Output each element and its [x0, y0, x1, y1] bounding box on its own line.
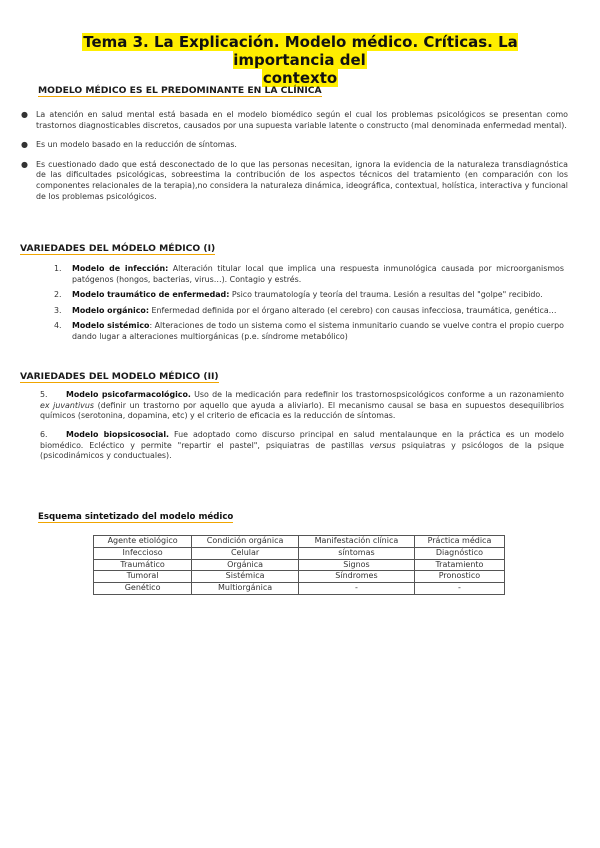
- table-cell: Tumoral: [94, 571, 192, 583]
- modelo-biopsicosocial-paragraph: 6. Modelo biopsicosocial. Fue adoptado como discurso principal en salud mentalaunque en la práctica es un modelo biomédico. Ecléctico y permite "repartir el pastel", psiquiatras de pastillas versus psiquiatras y psicólogos de la psique (psicodinámicos y conductuales).: [40, 430, 564, 461]
- column-header: Práctica médica: [414, 536, 504, 548]
- column-header: Condición orgánica: [192, 536, 299, 548]
- variedades-1-list: [54, 264, 564, 343]
- bullet-icon: ●: [21, 110, 28, 119]
- scheme-table: [93, 535, 505, 595]
- table-cell: Pronostico: [414, 571, 504, 583]
- table-row: [94, 583, 505, 595]
- table-row: [94, 559, 505, 571]
- predominante-bullet-list: [20, 110, 568, 202]
- list-item: ● La atención en salud mental está basada en el modelo biomédico según el cual los problemas psicológicos se presentan como trastornos diagnosticables discretos, causados por una supuesta variable latente o constructo (mal denominada enfermedad mental).: [21, 110, 568, 130]
- bullet-icon: ●: [21, 140, 28, 150]
- title-line-1: Tema 3. La Explicación. Modelo médico. Críticas. La importancia del: [83, 33, 518, 69]
- section-heading-variedades-1: VARIEDADES DEL MÓDELO MÉDICO (I): [20, 243, 216, 254]
- column-header: Manifestación clínica: [298, 536, 414, 548]
- table-cell: Multiorgánica: [192, 583, 299, 595]
- table-cell: Sistémica: [192, 571, 299, 583]
- list-item: ● Es cuestionado dado que está desconectado de lo que las personas necesitan, ignora la evidencia de la naturaleza transdiagnóstica de las dificultades psicológicas, sobreestima la contribución de los aspectos técnicos del tratamiento (en comparación con los componentes relacionales de la terapia),no considera la naturaleza dinámica, ideográfica, contextual, holística, interactiva y funcional de los problemas psicológicos.: [21, 159, 568, 201]
- table-cell: Tratamiento: [414, 559, 504, 571]
- table-cell: Traumático: [94, 559, 192, 571]
- table-header-row: [94, 536, 505, 548]
- bullet-icon: ●: [21, 159, 28, 169]
- table-cell: Orgánica: [192, 559, 299, 571]
- table-cell: Signos: [298, 559, 414, 571]
- scheme-heading: Esquema sintetizado del modelo médico: [38, 512, 234, 522]
- table-cell: -: [414, 583, 504, 595]
- list-item: 3. Modelo orgánico: Enfermedad definida por el órgano alterado (el cerebro) con causas infecciosa, traumática, genética…: [54, 305, 557, 315]
- list-item: ● Es un modelo basado en la reducción de síntomas.: [21, 140, 237, 150]
- table-cell: Genético: [94, 583, 192, 595]
- modelo-psicofarmacologico-paragraph: 5. Modelo psicofarmacológico. Uso de la medicación para redefinir los trastornospsicológicos conforme a un razonamiento ex juvantivus (definir un trastorno por aquello que ayuda a aliviarlo). El mecanismo causal se basa en supuestos desequilibrios químicos (serotonina, dopamina, etc) y el criterio de eficacia es la reducción de síntomas.: [40, 390, 564, 421]
- section-heading-variedades-2: VARIEDADES DEL MODELO MÉDICO (II): [20, 371, 219, 382]
- list-item: 1. Modelo de infección: Alteración titular local que implica una respuesta inmunológica causada por microorganismos patógenos (hongos, bacterias, virus…). Contagio y estrés.: [54, 264, 564, 284]
- section-heading-predominante: MODELO MÉDICO ES EL PREDOMINANTE EN LA CLÍNICA: [38, 85, 322, 96]
- table-cell: Diagnóstico: [414, 547, 504, 559]
- table-cell: Síndromes: [298, 571, 414, 583]
- column-header: Agente etiológico: [94, 536, 192, 548]
- list-item: 4. Modelo sistémico: Alteraciones de todo un sistema como el sistema inmunitario cuando se vuelve contra el propio cuerpo dando lugar a alteraciones multiorgánicas (p.e. síndrome metabólico): [54, 321, 564, 341]
- table-row: [94, 571, 505, 583]
- table-cell: síntomas: [298, 547, 414, 559]
- table-cell: Celular: [192, 547, 299, 559]
- list-item: 2. Modelo traumático de enfermedad: Psico traumatología y teoría del trauma. Lesión a resultas del "golpe" recibido.: [54, 290, 543, 300]
- table-cell: Infeccioso: [94, 547, 192, 559]
- title-line-2: contexto: [262, 69, 338, 87]
- page-title: [40, 33, 560, 87]
- table-row: [94, 547, 505, 559]
- table-cell: -: [298, 583, 414, 595]
